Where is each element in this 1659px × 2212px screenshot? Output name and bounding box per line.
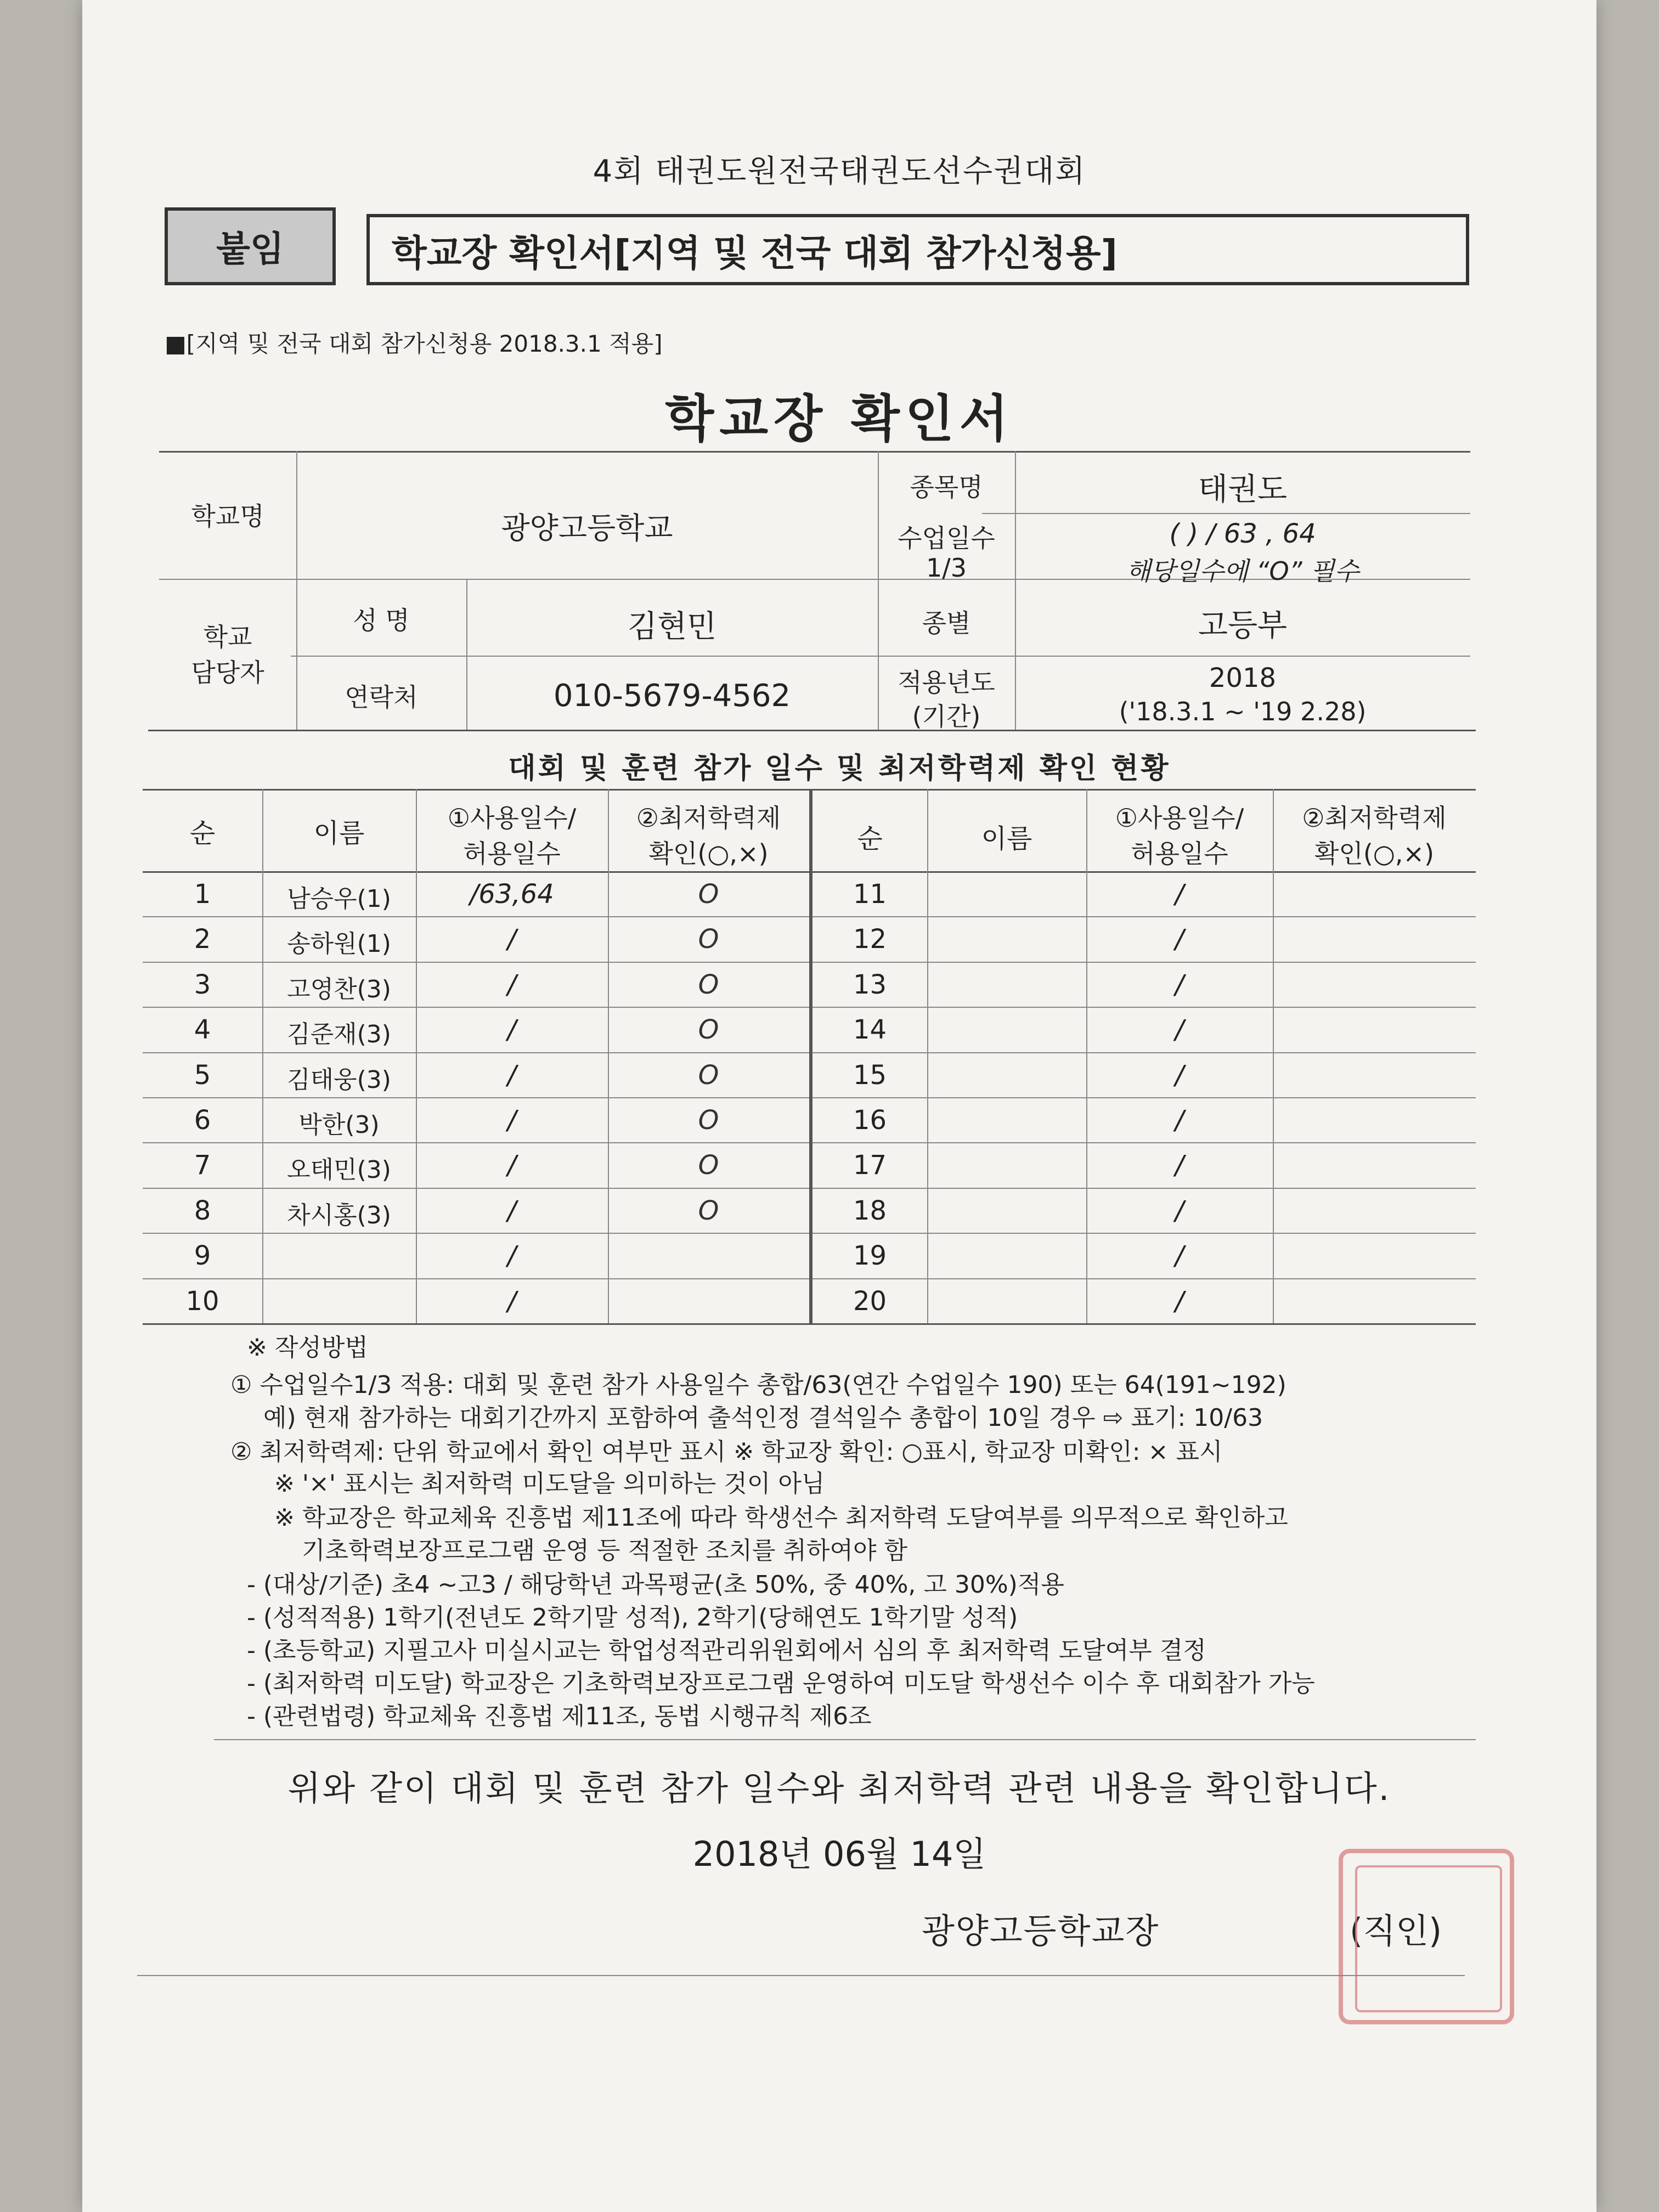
row-number: 5: [194, 1059, 211, 1091]
student-name: 김태웅(3): [287, 1065, 391, 1094]
row-number: 8: [194, 1195, 211, 1226]
row-number: 6: [194, 1105, 211, 1136]
name-label: 성 명: [353, 606, 410, 635]
instruction-line: ※ 작성방법: [247, 1334, 368, 1362]
division-label: 종별: [922, 608, 971, 638]
student-name: 오태민(3): [287, 1156, 391, 1184]
manager-label: 학교: [203, 622, 252, 652]
header-days-right: ①사용일수/: [1115, 803, 1244, 833]
days-value: ( ) / 63 , 64: [1169, 518, 1316, 549]
instruction-line: ※ '×' 표시는 최저학력 미도달을 의미하는 것이 아님: [274, 1470, 825, 1498]
header-no-right: 순: [857, 823, 883, 854]
student-name: 고영찬(3): [287, 975, 391, 1003]
year-period: ('18.3.1 ~ '19 2.28): [1119, 697, 1367, 726]
days-used: /: [507, 1014, 517, 1046]
instruction-line: ② 최저학력제: 단위 학교에서 확인 여부만 표시 ※ 학교장 확인: ○표시, 학교장 미확인: × 표시: [230, 1438, 1223, 1466]
student-name: 박한(3): [298, 1111, 380, 1139]
days-label-ratio: 1/3: [926, 553, 967, 583]
section-title: 대회 및 훈련 참가 일수 및 최저학력제 확인 현황: [508, 752, 1171, 785]
header-check-left-2: 확인(○,×): [648, 839, 769, 868]
attachment-badge: 붙임: [165, 207, 336, 285]
row-number: 9: [194, 1240, 211, 1272]
school-seal-stamp: [1339, 1849, 1514, 2024]
seal-label: (직인): [1350, 1911, 1442, 1951]
row-number: 20: [853, 1285, 887, 1317]
instruction-line: - (대상/기준) 초4 ~고3 / 해당학년 과목평균(초 50%, 중 40%, 고 30%)적용: [247, 1571, 1064, 1599]
days-used: /: [507, 1150, 517, 1181]
academic-check-mark: O: [698, 879, 719, 910]
days-label: 수업일수: [898, 523, 995, 553]
header-no-left: 순: [189, 818, 216, 849]
row-number: 7: [194, 1150, 211, 1181]
instruction-line: 기초학력보장프로그램 운영 등 적절한 조치를 취하여야 함: [302, 1537, 908, 1565]
row-number: 4: [194, 1014, 211, 1046]
days-used: /: [1175, 1059, 1184, 1091]
header-check-left: ②최저학력제: [636, 803, 781, 833]
row-number: 2: [194, 924, 211, 955]
name-value: 김현민: [627, 609, 717, 645]
academic-check-mark: O: [698, 1014, 719, 1046]
row-number: 1: [194, 879, 211, 910]
school-value: 광양고등학교: [501, 511, 673, 545]
days-used: /: [1175, 1195, 1184, 1226]
year-label: 적용년도: [898, 668, 995, 697]
row-number: 13: [853, 969, 887, 1000]
row-number: 14: [853, 1014, 887, 1046]
instruction-line: 예) 현재 참가하는 대회기간까지 포함하여 출석인정 결석일수 총합이 10일 경우 ⇨ 표기: 10/63: [263, 1404, 1263, 1432]
academic-check-mark: O: [698, 969, 719, 1000]
days-used: /: [1175, 1240, 1184, 1272]
days-used: /: [507, 1105, 517, 1136]
student-name: 차시홍(3): [287, 1201, 391, 1229]
contact-value: 010-5679-4562: [553, 678, 791, 714]
row-number: 19: [853, 1240, 887, 1272]
days-used: /: [1175, 1014, 1184, 1046]
days-used: /63,64: [470, 879, 554, 910]
instruction-line: ① 수업일수1/3 적용: 대회 및 훈련 참가 사용일수 총합/63(연간 수업일수 190) 또는 64(191~192): [230, 1371, 1286, 1399]
student-name: 남승우(1): [287, 885, 391, 913]
days-used: /: [1175, 969, 1184, 1000]
sport-value: 태권도: [1198, 472, 1288, 507]
academic-check-mark: O: [698, 1195, 719, 1226]
days-used: /: [1175, 879, 1184, 910]
page-title: 학교장 확인서: [665, 390, 1014, 448]
row-number: 18: [853, 1195, 887, 1226]
days-used: /: [1175, 1105, 1184, 1136]
header-name-left: 이름: [313, 818, 365, 849]
contact-label: 연락처: [345, 682, 418, 712]
event-title: 4회 태권도원전국태권도선수권대회: [592, 154, 1086, 189]
year-label-period: (기간): [912, 702, 981, 731]
row-number: 12: [853, 924, 887, 955]
days-used: /: [507, 1195, 517, 1226]
form-subnote: ■[지역 및 전국 대회 참가신청용 2018.3.1 적용]: [165, 330, 663, 357]
days-used: /: [1175, 1150, 1184, 1181]
academic-check-mark: O: [698, 924, 719, 955]
year-value: 2018: [1209, 663, 1277, 693]
header-days-left: ①사용일수/: [447, 803, 577, 833]
manager-label-2: 담당자: [191, 658, 264, 687]
days-used: /: [507, 1285, 517, 1317]
row-number: 11: [853, 879, 887, 910]
header-check-right: ②최저학력제: [1302, 803, 1447, 833]
header-days-right-2: 허용일수: [1131, 839, 1228, 868]
instruction-line: ※ 학교장은 학교체육 진흥법 제11조에 따라 학생선수 최저학력 도달여부를 의무적으로 확인하고: [274, 1504, 1288, 1532]
school-label: 학교명: [191, 501, 264, 531]
days-used: /: [507, 924, 517, 955]
sport-label: 종목명: [910, 472, 983, 502]
student-name: 송하원(1): [287, 930, 391, 958]
signer-name: 광양고등학교장: [922, 1911, 1160, 1951]
row-number: 17: [853, 1150, 887, 1181]
header-name-right: 이름: [981, 823, 1032, 854]
row-number: 16: [853, 1105, 887, 1136]
document-page: [82, 0, 1596, 2212]
days-note: 해당일수에 “O” 필수: [1126, 556, 1359, 586]
academic-check-mark: O: [698, 1150, 719, 1181]
days-used: /: [507, 1240, 517, 1272]
days-used: /: [507, 1059, 517, 1091]
student-name: 김준재(3): [287, 1020, 391, 1049]
row-number: 15: [853, 1059, 887, 1091]
row-number: 3: [194, 969, 211, 1000]
header-days-left-2: 허용일수: [463, 839, 561, 868]
academic-check-mark: O: [698, 1059, 719, 1091]
row-number: 10: [185, 1285, 219, 1317]
confirmation-statement: 위와 같이 대회 및 훈련 참가 일수와 최저학력 관련 내용을 확인합니다.: [287, 1768, 1391, 1808]
document-date: 2018년 06월 14일: [692, 1834, 986, 1874]
instruction-line: - (관련법령) 학교체육 진흥법 제11조, 동법 시행규칙 제6조: [247, 1702, 872, 1730]
days-used: /: [507, 969, 517, 1000]
division-value: 고등부: [1198, 608, 1288, 644]
academic-check-mark: O: [698, 1105, 719, 1136]
instruction-line: - (최저학력 미도달) 학교장은 기초학력보장프로그램 운영하여 미도달 학생선수 이수 후 대회참가 가능: [247, 1669, 1315, 1697]
header-check-right-2: 확인(○,×): [1314, 839, 1435, 868]
instruction-line: - (성적적용) 1학기(전년도 2학기말 성적), 2학기(당해연도 1학기말 성적): [247, 1604, 1018, 1632]
instruction-line: - (초등학교) 지필고사 미실시교는 학업성적관리위원회에서 심의 후 최저학력 도달여부 결정: [247, 1637, 1206, 1664]
days-used: /: [1175, 924, 1184, 955]
days-used: /: [1175, 1285, 1184, 1317]
form-title: 학교장 확인서[지역 및 전국 대회 참가신청용]: [366, 214, 1469, 285]
